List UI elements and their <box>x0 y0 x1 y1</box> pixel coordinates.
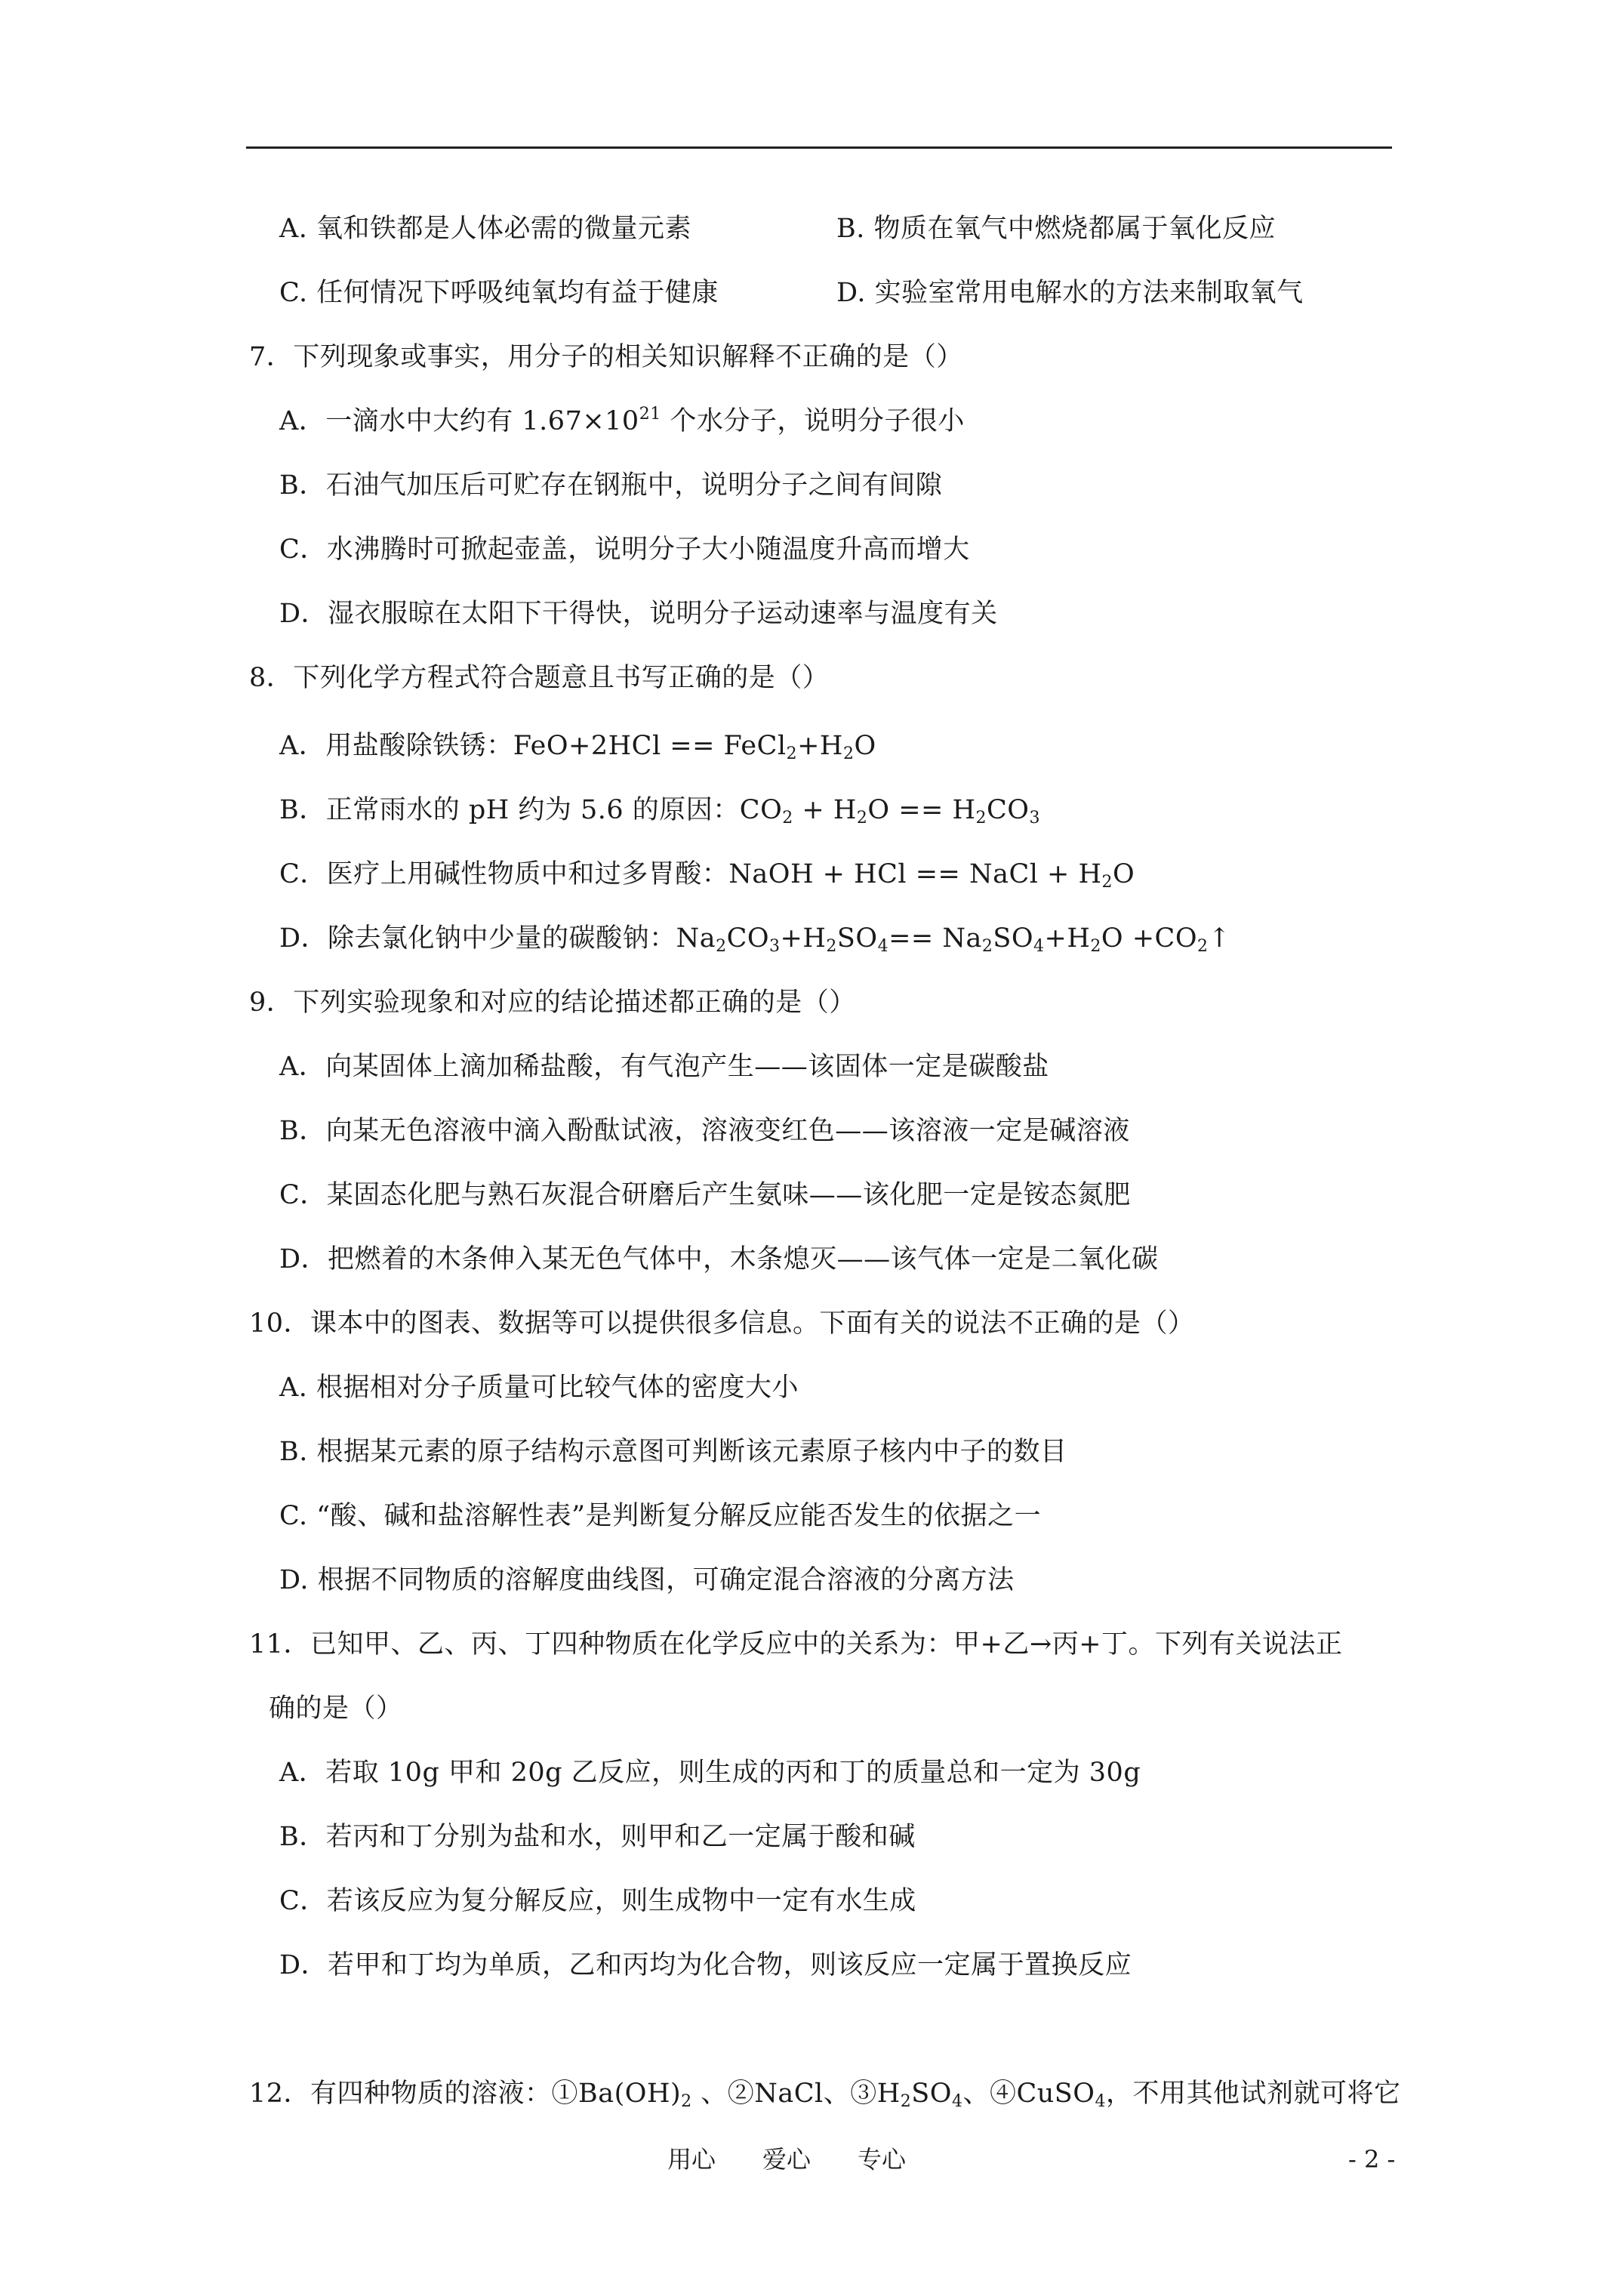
q8b-text-4: CO <box>987 795 1030 825</box>
q11-option-d: D．若甲和丁均为单质，乙和丙均为化合物，则该反应一定属于置换反应 <box>279 1950 1132 1980</box>
q12-text-1: 12．有四种物质的溶液：①Ba(OH) <box>249 2079 682 2109</box>
q12-text-5: ，不用其他试剂就可将它 <box>1105 2079 1401 2109</box>
q12-sub-3: 4 <box>951 2092 963 2111</box>
q7-stem: 7．下列现象或事实，用分子的相关知识解释不正确的是（） <box>249 342 963 372</box>
q7-option-b: B．石油气加压后可贮存在钢瓶中，说明分子之间有间隙 <box>279 470 943 501</box>
q9-option-b: B．向某无色溶液中滴入酚酞试液，溶液变红色——该溶液一定是碱溶液 <box>279 1116 1130 1146</box>
q12-sub-1: 2 <box>681 2092 692 2111</box>
q8a-text-3: O <box>854 731 876 761</box>
footer-motto-3: 专心 <box>858 2145 907 2174</box>
q10-stem: 10．课本中的图表、数据等可以提供很多信息。下面有关的说法不正确的是（） <box>249 1308 1195 1339</box>
q6-option-d: D. 实验室常用电解水的方法来制取氧气 <box>836 278 1304 308</box>
q12-sub-2: 2 <box>900 2092 912 2111</box>
q7-option-d: D．湿衣服晾在太阳下干得快，说明分子运动速率与温度有关 <box>279 599 998 629</box>
q12-text-2: 、②NaCl、③H <box>691 2079 901 2109</box>
q8b-sub-1: 2 <box>782 809 793 827</box>
q8-option-c <box>279 858 1135 890</box>
q8b-sub-3: 2 <box>975 809 987 827</box>
q8a-text-2: +H <box>797 731 843 761</box>
q8d-text-8: O +CO <box>1101 923 1198 954</box>
q7a-text-1: A．一滴水中大约有 1.67×10 <box>279 406 639 436</box>
q8d-text-2: CO <box>726 923 770 954</box>
q7-option-c: C．水沸腾时可掀起壶盖，说明分子大小随温度升高而增大 <box>279 535 970 565</box>
q7a-text-2: 个水分子，说明分子很小 <box>661 406 965 436</box>
q8d-sub-8: 2 <box>1197 937 1209 956</box>
q8b-sub-4: 3 <box>1029 809 1041 827</box>
q8d-sub-4: 4 <box>877 937 889 956</box>
footer-motto-2: 爱心 <box>762 2145 812 2174</box>
q8a-sub-1: 2 <box>786 744 798 763</box>
q8d-text-3: +H <box>780 923 827 954</box>
q12-text-4: 、④CuSO <box>962 2079 1095 2109</box>
q8d-sub-6: 4 <box>1033 937 1045 956</box>
q8b-sub-2: 2 <box>856 809 868 827</box>
q6-option-c: C. 任何情况下呼吸纯氧均有益于健康 <box>279 278 719 308</box>
q8d-sub-1: 2 <box>716 937 727 956</box>
q10-option-d: D. 根据不同物质的溶解度曲线图，可确定混合溶液的分离方法 <box>279 1565 1015 1595</box>
q7-option-a <box>279 405 965 437</box>
q8d-sub-2: 3 <box>769 937 781 956</box>
q12-sub-4: 4 <box>1095 2092 1106 2111</box>
q8c-sub-1: 2 <box>1101 873 1113 892</box>
q11-stem: 11．已知甲、乙、丙、丁四种物质在化学反应中的关系为：甲+乙→丙+丁。下列有关说法正 <box>249 1629 1343 1660</box>
q8-option-a <box>279 730 876 762</box>
q10-option-c: C. “酸、碱和盐溶解性表”是判断复分解反应能否发生的依据之一 <box>279 1501 1042 1531</box>
q8b-text-2: + H <box>793 795 857 825</box>
q8c-text-1: C．医疗上用碱性物质中和过多胃酸：NaOH + HCl == NaCl + H <box>279 859 1102 889</box>
q11-option-b: B．若丙和丁分别为盐和水，则甲和乙一定属于酸和碱 <box>279 1822 916 1852</box>
footer-motto-1: 用心 <box>667 2145 716 2174</box>
q10-option-b: B. 根据某元素的原子结构示意图可判断该元素原子核内中子的数目 <box>279 1437 1067 1467</box>
q8a-sub-2: 2 <box>842 744 855 763</box>
q8d-text-6: SO <box>993 923 1034 954</box>
q6-option-b: B. 物质在氧气中燃烧都属于氧化反应 <box>836 214 1276 244</box>
q8-option-d <box>279 923 1230 954</box>
footer-motto <box>667 2144 953 2174</box>
q8d-sub-3: 2 <box>826 937 837 956</box>
q8c-text-2: O <box>1113 859 1135 889</box>
q8b-text-1: B．正常雨水的 pH 约为 5.6 的原因：CO <box>279 795 783 825</box>
q9-stem: 9．下列实验现象和对应的结论描述都正确的是（） <box>249 988 856 1018</box>
q9-option-a: A．向某固体上滴加稀盐酸，有气泡产生——该固体一定是碳酸盐 <box>279 1052 1049 1082</box>
q11-option-c: C．若该反应为复分解反应，则生成物中一定有水生成 <box>279 1886 916 1916</box>
q6-option-a: A. 氧和铁都是人体必需的微量元素 <box>279 214 692 244</box>
q11-option-a: A．若取 10g 甲和 20g 乙反应，则生成的丙和丁的质量总和一定为 30g <box>279 1758 1141 1788</box>
q8-stem: 8．下列化学方程式符合题意且书写正确的是（） <box>249 663 830 693</box>
q8d-text-7: +H <box>1044 923 1091 954</box>
q10-option-a: A. 根据相对分子质量可比较气体的密度大小 <box>279 1373 799 1403</box>
q8d-arrow-up: ↑ <box>1208 923 1231 954</box>
q8d-sub-5: 2 <box>981 937 993 956</box>
q11-stem-continued: 确的是（） <box>269 1693 403 1724</box>
q7a-exponent: 21 <box>639 405 661 424</box>
q8d-text-1: D．除去氯化钠中少量的碳酸钠：Na <box>279 923 716 954</box>
q9-option-c: C．某固态化肥与熟石灰混合研磨后产生氨味——该化肥一定是铵态氮肥 <box>279 1180 1131 1210</box>
page-number: - 2 - <box>1348 2145 1396 2174</box>
q12-text-3: SO <box>911 2079 952 2109</box>
q8d-sub-7: 2 <box>1090 937 1101 956</box>
header-rule <box>246 146 1392 149</box>
q8d-text-4: SO <box>836 923 878 954</box>
q12-stem <box>249 2078 1400 2110</box>
q8a-text-1: A．用盐酸除铁锈：FeO+2HCl == FeCl <box>279 731 787 761</box>
q8d-text-5: == Na <box>888 923 982 954</box>
q9-option-d: D．把燃着的木条伸入某无色气体中，木条熄灭——该气体一定是二氧化碳 <box>279 1244 1159 1274</box>
q8b-text-3: O == H <box>867 795 976 825</box>
q8-option-b <box>279 794 1040 826</box>
